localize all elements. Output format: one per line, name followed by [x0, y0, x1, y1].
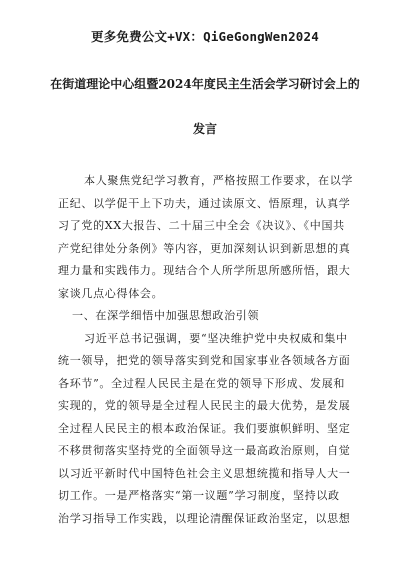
paragraph-line: 不移贯彻落实坚持党的全面领导这一最高政治原则，自觉	[58, 444, 351, 457]
paragraph-line: 以习近平新时代中国特色社会主义思想统揽和指导人大一	[58, 466, 351, 480]
document-title: 在街道理论中心组暨2024年度民主生活会学习研讨会上的	[50, 77, 360, 91]
promo-header: 更多免费公文+VX：QiGeGongWen2024	[91, 29, 319, 44]
paragraph-line: 产党纪律处分条例》等内容，更加深刻认识到新思想的真	[58, 241, 351, 255]
paragraph-line: 习了党的XX大报告、二十届三中全会《决议》、《中国共	[58, 219, 345, 232]
paragraph-line: 各环节”。全过程人民民主是在党的领导下形成、发展和	[58, 376, 346, 390]
document-body	[58, 170, 368, 530]
paragraph-line: 理力量和实践伟力。现结合个人所学所思所感所悟，跟大	[58, 264, 351, 277]
paragraph-line: 家谈几点心得体会。	[58, 286, 164, 300]
paragraph-line: 习近平总书记强调，要“坚决维护党中央权威和集中	[84, 331, 348, 345]
paragraph-line: 治学习指导工作实践，以理论清醒保证政治坚定，以思想	[58, 511, 351, 525]
paragraph-line: 本人聚焦党纪学习教育，严格按照工作要求，在以学	[84, 174, 354, 187]
paragraph-line: 切工作。一是严格落实“第一议题”学习制度，坚持以政	[58, 489, 340, 502]
paragraph-line: 统一领导，把党的领导落实到党和国家事业各领域各方面	[58, 354, 351, 367]
paragraph-line: 正纪、以学促干上下功夫，通过读原文、悟原理，认真学	[58, 196, 351, 210]
document-title-continued: 发言	[192, 122, 217, 136]
paragraph-line: 实现的，党的领导是全过程人民民主的最大优势，是发展	[58, 399, 351, 412]
paragraph-line: 全过程人民民主的根本政治保证。我们要旗帜鲜明、坚定	[58, 421, 351, 435]
section-heading: 一、在深学细悟中加强思想政治引领	[72, 309, 260, 322]
